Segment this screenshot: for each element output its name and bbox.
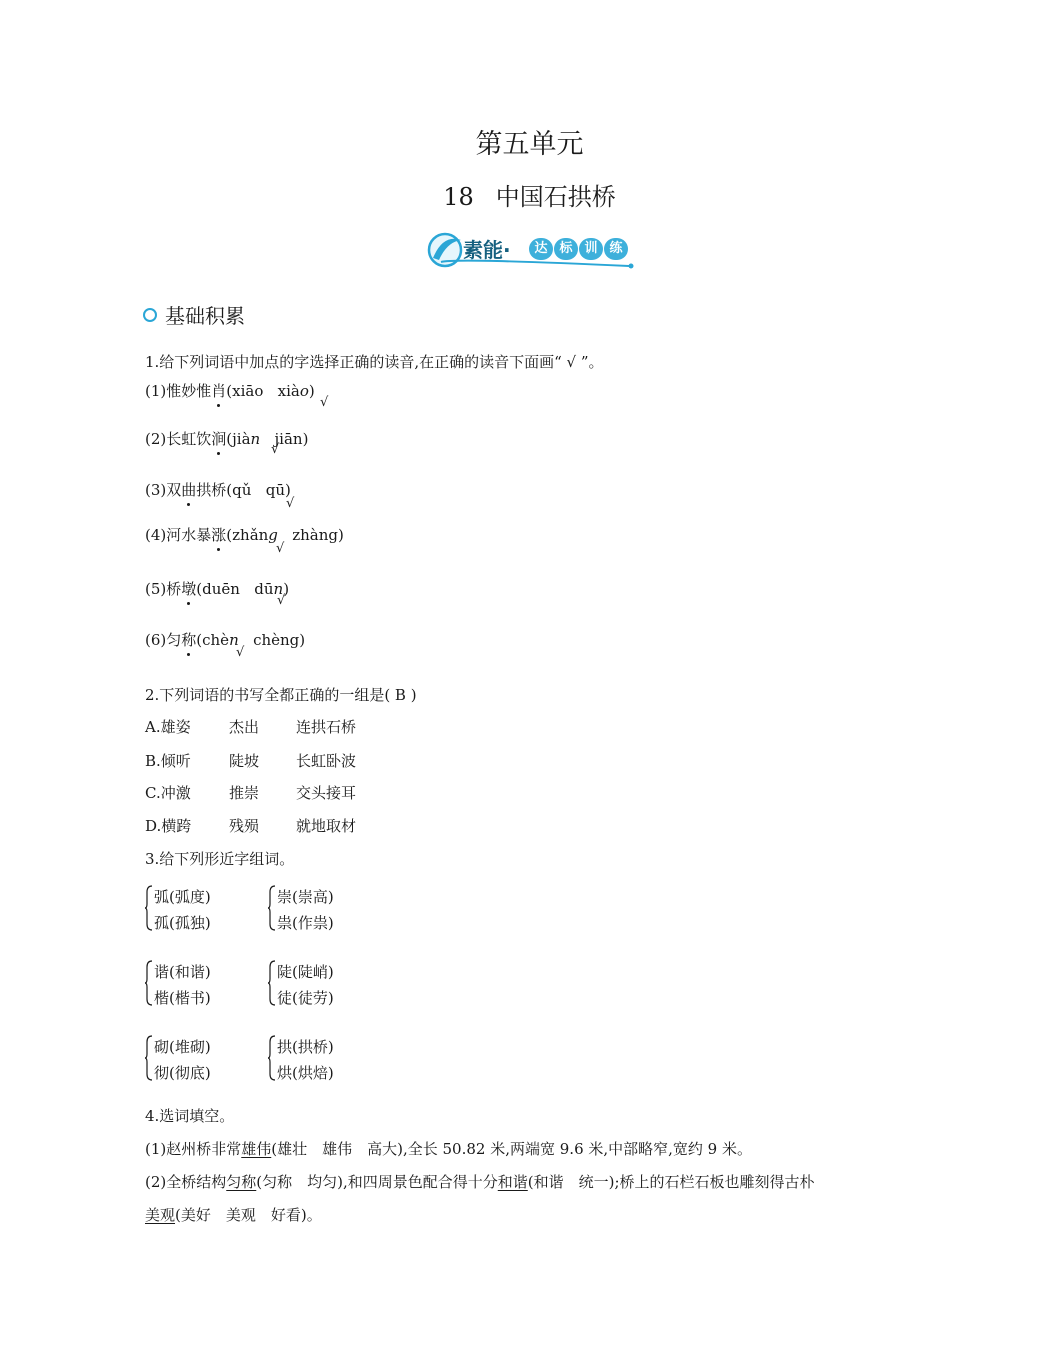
banner-pills xyxy=(529,238,628,260)
q1-item-2: (2)长虹饮涧(jiàn jiān) xyxy=(145,430,309,448)
check-mark: √ xyxy=(286,496,295,511)
q4-sentence-2: (2)全桥结构匀称(匀称 均匀),和四周景色配合得十分和谐(和谐 统一);桥上的石栏石板也雕刻得古朴 xyxy=(145,1173,815,1191)
q4-prompt: 4.选词填空。 xyxy=(145,1107,235,1125)
q2-option-b: B.倾听 陡坡 长虹卧波 xyxy=(145,752,357,770)
q3-group: 陡(陡峭) 徒(徒劳) xyxy=(268,959,378,1011)
check-mark: √ xyxy=(271,442,280,457)
q1-item-3: (3)双曲拱桥(qǔ qū) xyxy=(145,481,291,499)
brace-icon xyxy=(145,959,152,1007)
q3-prompt: 3.给下列形近字组词。 xyxy=(145,850,295,868)
answer-underline: 和谐 xyxy=(497,1173,528,1191)
q3-group: 崇(崇高) 祟(作祟) xyxy=(268,884,378,936)
lesson-name: 中国石拱桥 xyxy=(495,183,616,211)
brace-icon xyxy=(268,959,275,1007)
q2-option-c: C.冲激 推崇 交头接耳 xyxy=(145,784,357,802)
check-mark: √ xyxy=(277,593,286,608)
q2-option-a: A.雄姿 杰出 连拱石桥 xyxy=(145,718,357,736)
answer-underline: 雄伟 xyxy=(241,1140,272,1158)
banner-pill: 训 xyxy=(579,238,603,260)
brace-icon xyxy=(268,884,275,932)
answer-underline: 美观 xyxy=(145,1206,176,1224)
q1-prompt: 1.给下列词语中加点的字选择正确的读音,在正确的读音下面画“ √ ”。 xyxy=(145,353,604,371)
lesson-number: 18 xyxy=(443,183,474,211)
q3-group: 谐(和谐) 楷(楷书) xyxy=(145,959,255,1011)
banner-pill: 练 xyxy=(604,238,628,260)
banner-text: 素能· xyxy=(463,238,511,262)
check-mark: √ xyxy=(236,645,245,660)
q3-group: 砌(堆砌) 彻(彻底) xyxy=(145,1034,255,1086)
banner-pill: 标 xyxy=(554,238,578,260)
section-banner xyxy=(425,228,637,272)
q1-item-6: (6)匀称(chèn chèng) xyxy=(145,631,306,649)
answer-underline: 匀称 xyxy=(226,1173,257,1191)
q1-item-4: (4)河水暴涨(zhǎng zhàng) xyxy=(145,526,344,544)
brace-icon xyxy=(268,1034,275,1082)
q2-option-d: D.横跨 残殒 就地取材 xyxy=(145,817,357,835)
brace-icon xyxy=(145,884,152,932)
banner-pill: 达 xyxy=(529,238,553,260)
section-heading: 基础积累 xyxy=(143,300,245,329)
q2-prompt: 2.下列词语的书写全都正确的一组是( B ) xyxy=(145,686,417,704)
unit-title: 第五单元 xyxy=(475,129,584,160)
check-mark: √ xyxy=(276,541,285,556)
q4-sentence-1: (1)赵州桥非常雄伟(雄壮 雄伟 高大),全长 50.82 米,两端宽 9.6 米,中部略窄,宽约 9 米。 xyxy=(145,1140,752,1158)
q1-item-1: (1)惟妙惟肖(xiāo xiào) xyxy=(145,382,315,400)
q3-group: 弧(弧度) 孤(孤独) xyxy=(145,884,255,936)
q3-group: 拱(拱桥) 烘(烘焙) xyxy=(268,1034,378,1086)
circle-bullet-icon xyxy=(143,308,157,322)
check-mark: √ xyxy=(320,395,329,410)
brace-icon xyxy=(145,1034,152,1082)
lesson-title xyxy=(0,177,1059,212)
q1-item-5: (5)桥墩(duēn dūn) xyxy=(145,580,290,598)
q4-sentence-3: 美观(美好 美观 好看)。 xyxy=(145,1206,322,1224)
